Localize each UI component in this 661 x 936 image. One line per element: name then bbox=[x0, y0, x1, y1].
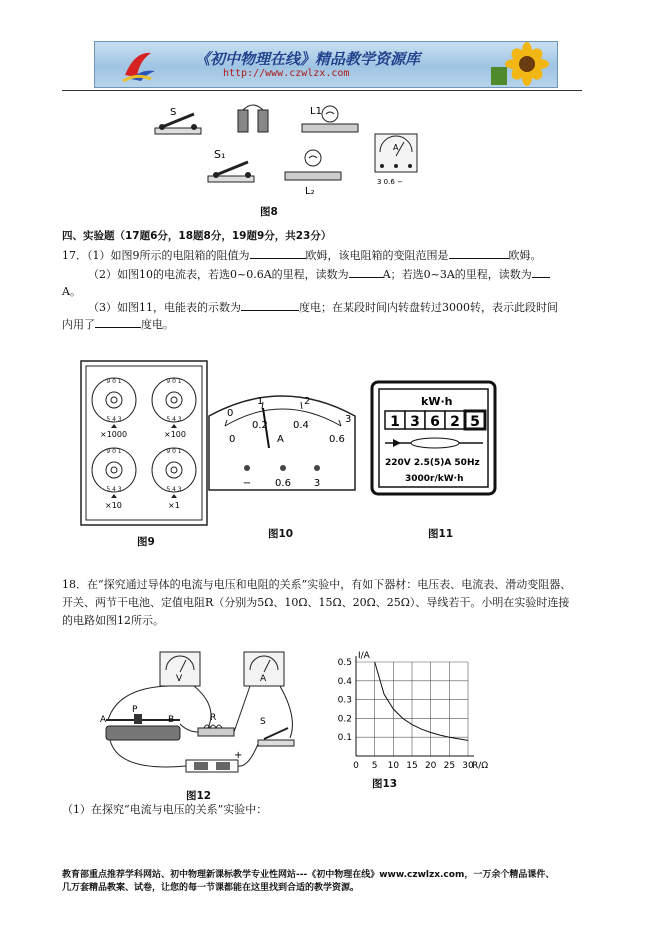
fig10-bot-3: 0.6 bbox=[329, 434, 345, 445]
fig10-caption: 图10 bbox=[268, 528, 294, 540]
fig9-caption: 图9 bbox=[137, 536, 155, 548]
fig12-label-s: S bbox=[260, 717, 266, 727]
fig10-top-1: 1 bbox=[257, 396, 264, 407]
switch-s1-icon bbox=[208, 162, 254, 182]
fig8-label-l2: L₂ bbox=[305, 186, 315, 197]
fig11-digit-2: 6 bbox=[430, 414, 440, 430]
banner-url[interactable]: http://www.czwlzx.com bbox=[223, 68, 350, 79]
q18-line2: 开关、两节干电池、定值电阻R（分别为5Ω、10Ω、15Ω、20Ω、25Ω）、导线若干。小明在实验时连接 bbox=[62, 596, 570, 609]
fig12-label-a: A bbox=[100, 715, 107, 725]
fig12-label-plus: + bbox=[234, 750, 243, 761]
fig10-ammeter bbox=[207, 378, 357, 492]
svg-text:9 0 1: 9 0 1 bbox=[106, 448, 122, 455]
q17-part1: 17．（1）如图9所示的电阻箱的阻值为 欧姆，该电阻箱的变阻范围是 欧姆。 bbox=[62, 249, 542, 262]
battery-pair-icon bbox=[238, 105, 268, 132]
svg-text:5 4 3: 5 4 3 bbox=[106, 486, 122, 493]
fig8-components bbox=[150, 100, 420, 200]
fig9-resistance-box bbox=[80, 360, 208, 528]
fig10-terminal-3: 3 bbox=[313, 478, 321, 489]
fig13-chart bbox=[316, 648, 489, 772]
svg-text:9 0 1: 9 0 1 bbox=[166, 448, 182, 455]
fig8-label-s1: S₁ bbox=[214, 148, 226, 161]
footer-line2: 几万套精品教案、试卷，让您的每一节课都能在这里找到合适的教学资源。 bbox=[62, 883, 360, 893]
q18-line3: 的电路如图12所示。 bbox=[62, 614, 164, 627]
q18-line1: 18．在“探究通过导体的电流与电压和电阻的关系”实验中，有如下器材：电压表、电流表、滑动变阻器、 bbox=[62, 578, 572, 591]
fig9-mult-10: ×10 bbox=[105, 501, 122, 510]
fig13-xtick: 20 bbox=[424, 761, 437, 771]
fig13-xtick: 5 bbox=[371, 761, 378, 771]
q17-part3: （3）如图11，电能表的示数为 度电；在某段时间内转盘转过3000转，表示此段时间 bbox=[88, 301, 558, 314]
fig12-battery-icon bbox=[186, 760, 238, 772]
fig9-mult-100: ×100 bbox=[164, 430, 186, 439]
fig13-xtick: 0 bbox=[353, 761, 359, 771]
fig10-bot-0: 0 bbox=[229, 434, 236, 445]
fig12-label-r: R bbox=[210, 713, 217, 723]
fig13-ytick: 0.5 bbox=[337, 658, 352, 668]
fig12-label-v: V bbox=[176, 674, 183, 684]
fig12-label-p: P bbox=[132, 705, 138, 715]
fig11-unit: kW·h bbox=[421, 395, 453, 408]
svg-text:9 0 1: 9 0 1 bbox=[106, 378, 122, 385]
fig10-bot-1: 0.2 bbox=[252, 420, 268, 431]
fig12-circuit bbox=[98, 648, 298, 788]
q18-sub1: （1）在探究“电流与电压的关系”实验中： bbox=[62, 803, 268, 816]
fig13-xtick: 15 bbox=[406, 761, 418, 771]
q17-part3-cont: 内用了 度电。 bbox=[62, 318, 174, 331]
fig9-mult-1: ×1 bbox=[168, 501, 180, 510]
footer-line1: 教育部重点推荐学科网站、初中物理新课标教学专业性网站---《初中物理在线》www.czwlzx.com，一万余个精品课件、 bbox=[62, 870, 555, 880]
q17-part2: （2）如图10的电流表，若选0~0.6A的里程，读数为 A；若选0~3A的里程，读数为 bbox=[88, 267, 550, 281]
fig13-ytick: 0.2 bbox=[337, 714, 352, 725]
fig10-top-2: 2 bbox=[304, 396, 311, 407]
fig8-ammeter-scale: 3 0.6 − bbox=[377, 178, 403, 186]
fig11-digit-4: 5 bbox=[470, 414, 480, 430]
fig8-label-l1: L1 bbox=[310, 106, 322, 117]
fig13-ytick: 0.3 bbox=[337, 695, 352, 706]
fig12-label-b: B bbox=[168, 715, 175, 725]
fig11-digit-1: 3 bbox=[410, 414, 420, 430]
fig13-ytick: 0.1 bbox=[337, 733, 352, 744]
fig13-xlabel: R/Ω bbox=[472, 761, 489, 771]
header-banner bbox=[94, 41, 558, 88]
fig11-caption: 图11 bbox=[428, 528, 454, 540]
fig12-caption: 图12 bbox=[186, 790, 212, 802]
fig13-xtick: 10 bbox=[387, 761, 400, 771]
fig13-ylabel: I/A bbox=[358, 651, 370, 661]
fig8-ammeter-a: A bbox=[393, 143, 399, 152]
fig8-caption: 图8 bbox=[260, 206, 278, 218]
fig10-top-0: 0 bbox=[227, 408, 234, 419]
header-rule bbox=[62, 90, 582, 91]
fig13-series-line bbox=[375, 662, 468, 740]
fig13-xtick: 30 bbox=[462, 761, 474, 771]
section4-heading: 四、实验题（17题6分，18题8分，19题9分，共23分） bbox=[62, 230, 332, 242]
fig11-spec: 220V 2.5(5)A 50Hz bbox=[385, 458, 480, 468]
ammeter-icon bbox=[375, 134, 417, 172]
fig8-label-s: S bbox=[170, 107, 177, 118]
fig10-unit: A bbox=[277, 434, 284, 445]
lamp-l2-icon bbox=[285, 150, 341, 180]
fig11-energy-meter bbox=[371, 381, 496, 495]
fig10-terminal-06: 0.6 bbox=[275, 478, 291, 489]
svg-text:5 4 3: 5 4 3 bbox=[166, 486, 182, 493]
fig10-top-3: 3 bbox=[345, 414, 352, 425]
fig11-digit-3: 2 bbox=[450, 414, 460, 430]
switch-s-icon bbox=[155, 114, 201, 134]
resistor-icon bbox=[198, 725, 234, 736]
fig13-caption: 图13 bbox=[372, 778, 398, 790]
fig11-rate: 3000r/kW·h bbox=[405, 474, 464, 484]
fig10-bot-2: 0.4 bbox=[293, 420, 309, 431]
q17-part2-unit: A。 bbox=[62, 285, 81, 298]
svg-text:9 0 1: 9 0 1 bbox=[166, 378, 182, 385]
fig13-ytick: 0.4 bbox=[337, 676, 352, 687]
fig12-switch-icon bbox=[258, 728, 294, 746]
fig10-terminal-neg: − bbox=[242, 478, 252, 489]
svg-text:5 4 3: 5 4 3 bbox=[166, 416, 182, 423]
sunflower-icon bbox=[487, 43, 553, 85]
site-logo-icon bbox=[121, 47, 157, 83]
banner-title: 《初中物理在线》精品教学资源库 bbox=[195, 50, 421, 68]
fig12-label-am: A bbox=[260, 674, 267, 684]
svg-text:5 4 3: 5 4 3 bbox=[106, 416, 122, 423]
fig13-xtick: 25 bbox=[443, 761, 456, 771]
fig9-mult-1000: ×1000 bbox=[100, 430, 128, 439]
fig11-digit-0: 1 bbox=[390, 414, 400, 430]
